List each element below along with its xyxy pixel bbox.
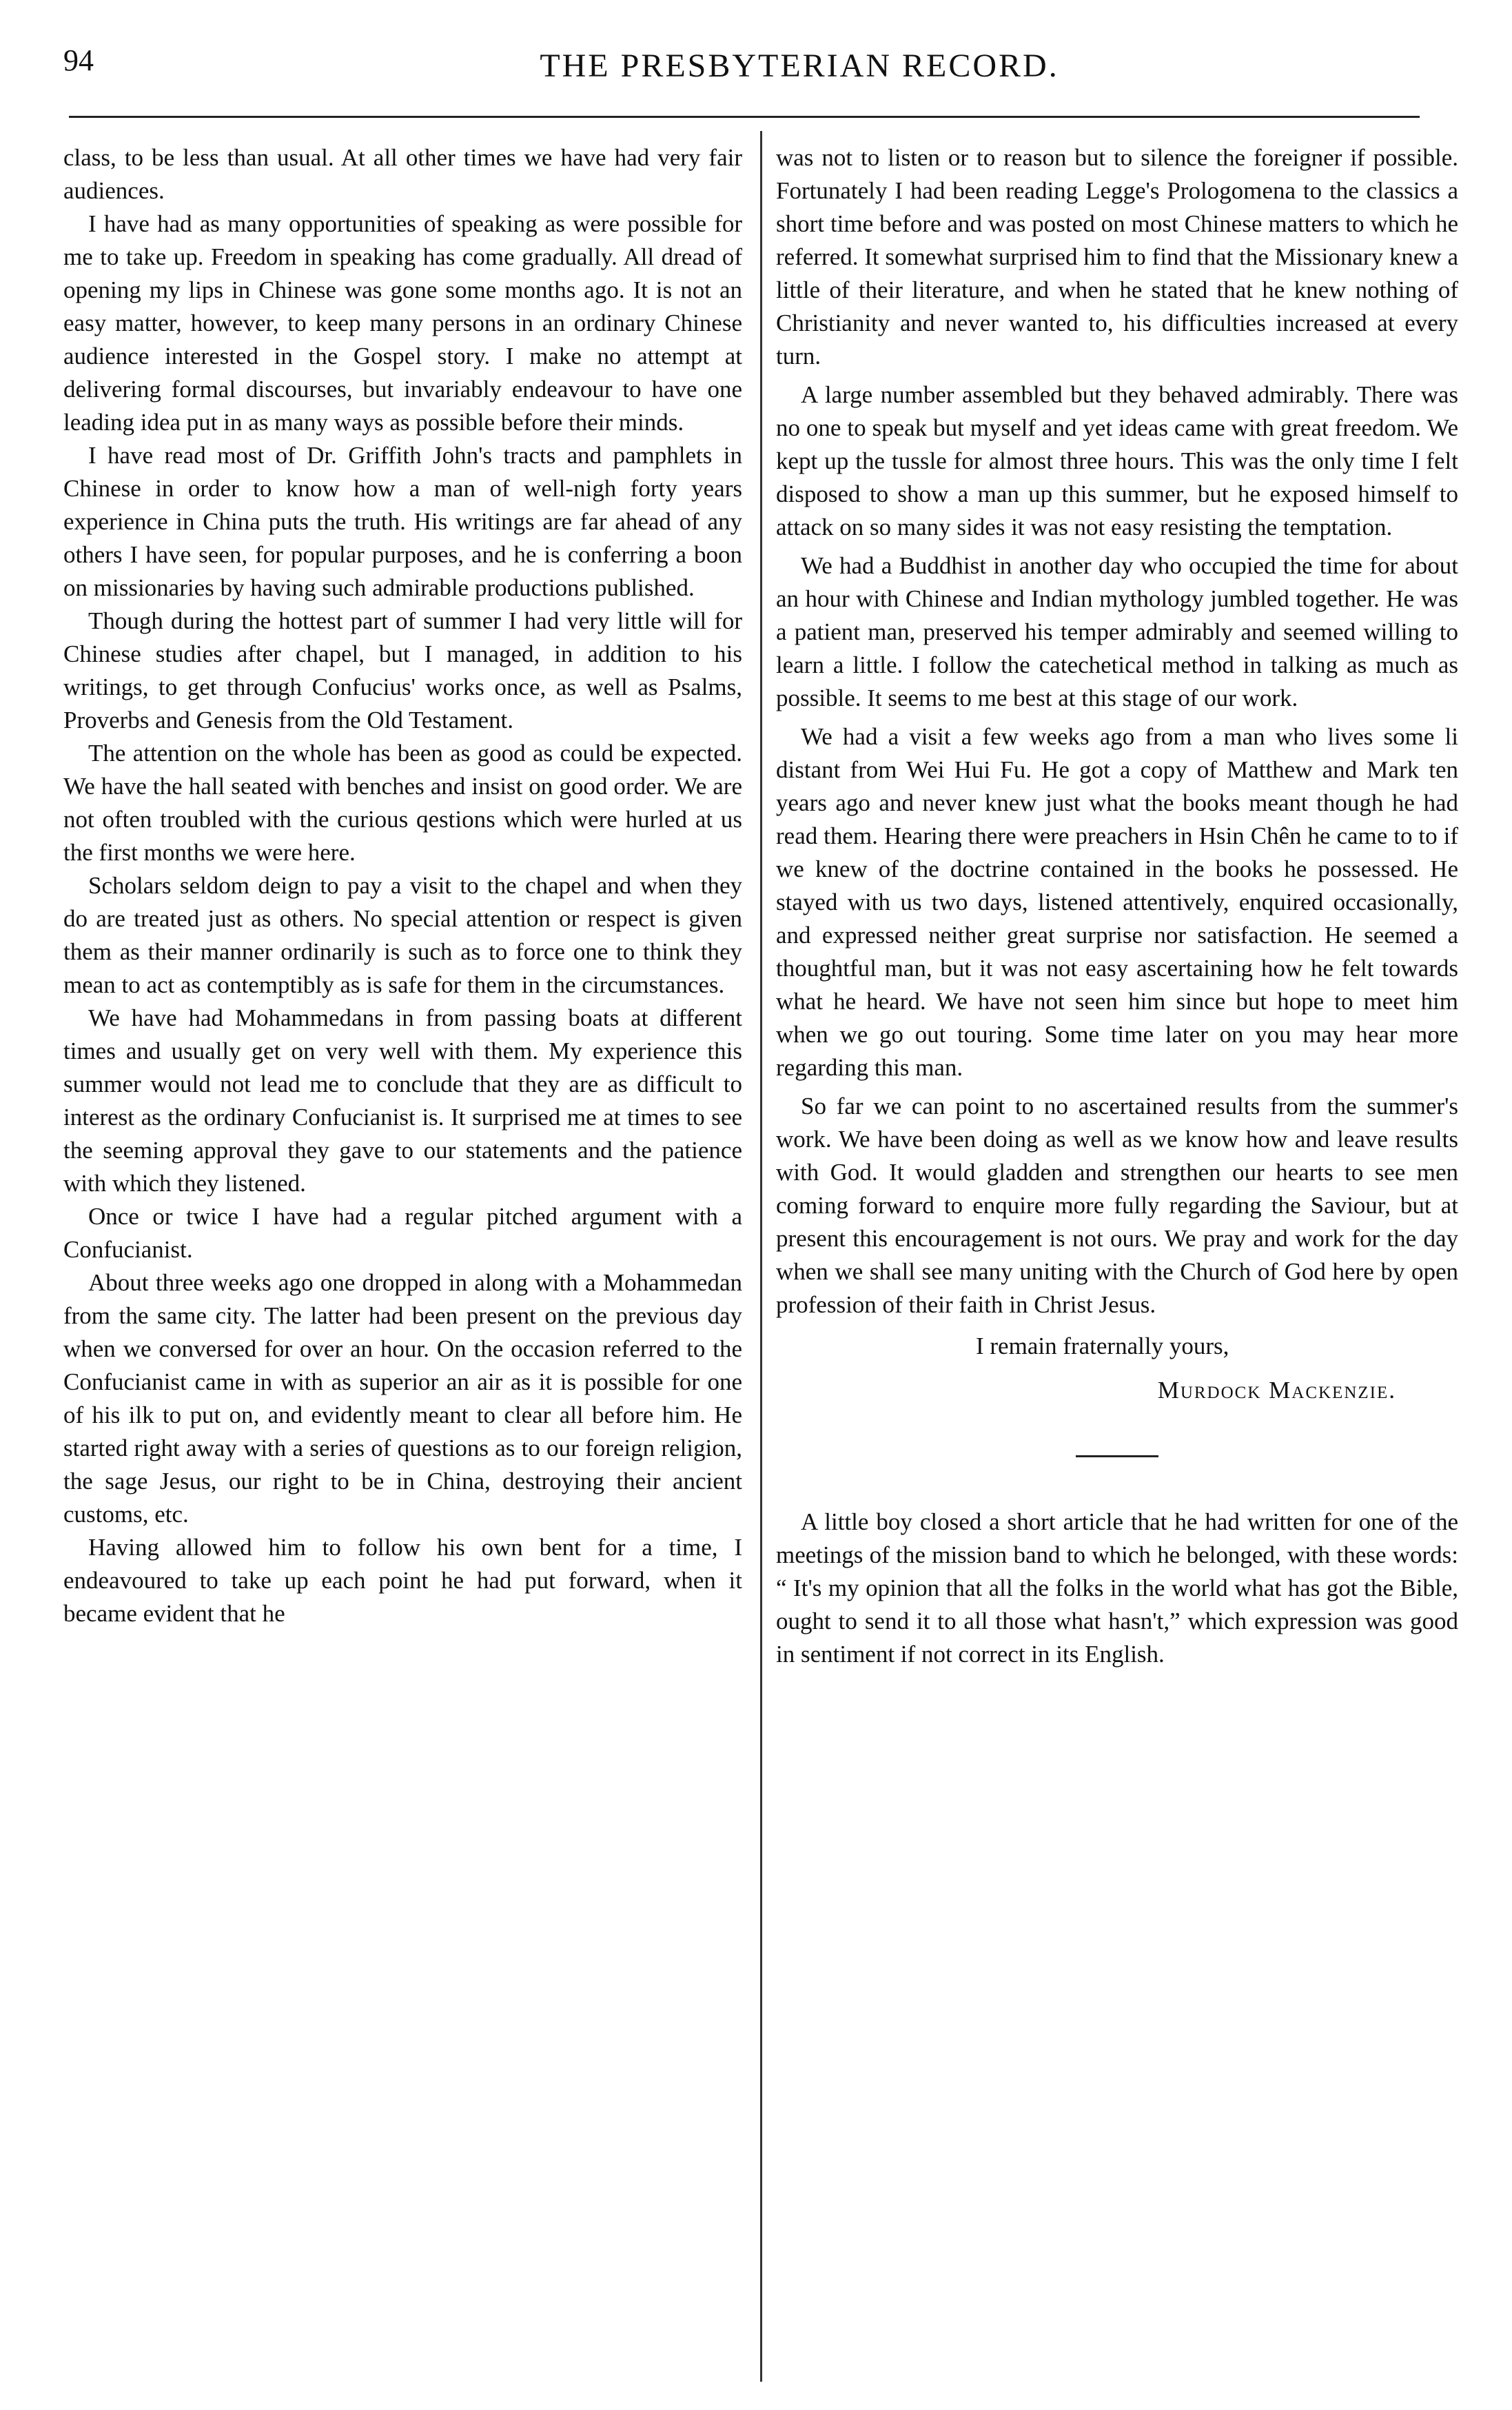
letter-closing: I remain fraternally yours, [976, 1333, 1229, 1359]
paragraph: We had a Buddhist in another day who occupied the time for about an hour with Chinese and Indian mythology jumbled together. He was a patient man, preserved his temper admirably and seemed willing to learn a little. I follow the catechetical method in talking as much as possible. It seems to me best at this stage of our work. [776, 552, 1458, 711]
column-divider [760, 131, 762, 2382]
paragraph: A large number assembled but they behaved admirably. There was no one to speak but myself and yet ideas came with great freedom. We kept up the tussle for almost three hours. This was the only time I felt disposed to show a man up this summer, but he exposed himself to attack on so many sides it was not easy resisting the temptation. [776, 381, 1458, 540]
paragraph: About three weeks ago one dropped in along with a Mohammedan from the same city. The latter had been present on the previous day when we conversed for over an hour. On the occasion referred to the Confucianist came in with as superior an air as it is possible for one of his ilk to put on, and evidently meant to clear all before him. He started right away with a series of questions as to our foreign religion, the sage Jesus, our right to be in China, destroying their ancient customs, etc. [63, 1269, 742, 1528]
section-rule [1076, 1455, 1158, 1457]
paragraph: was not to listen or to reason but to silence the foreigner if possible. Fortunately I had been reading Legge's Prologomena to the classics a short time before and was posted on most Chinese matters to which he referred. It somewhat surprised him to find that the Missionary knew a little of their literature, and when he stated that he knew nothing of Christianity and never wanted to, his difficulties increased at every turn. [776, 144, 1458, 369]
paragraph: We had a visit a few weeks ago from a man who lives some li distant from Wei Hui Fu. He got a copy of Matthew and Mark ten years ago and never knew just what the books meant though he had read them. Hearing there were preachers in Hsin Chên he came to to if we knew of the doctrine contained in the books he possessed. He stayed with us two days, listened attentively, enquired occasionally, and expressed neither great surprise nor satisfaction. He seemed a thoughtful man, but it was not easy ascertaining how he felt towards what he heard. We have not seen him since but hope to meet him when we go out touring. Some time later on you may hear more regarding this man. [776, 723, 1458, 1081]
header-rule [69, 116, 1420, 118]
paragraph: I have read most of Dr. Griffith John's tracts and pamphlets in Chinese in order to know how a man of well-nigh forty years experience in China puts the truth. His writings are far ahead of any others I have seen, for popular purposes, and he is conferring a boon on missionaries by having such admirable productions published. [63, 442, 742, 601]
page-number: 94 [63, 43, 94, 77]
paragraph: We have had Mohammedans in from passing boats at different times and usually get on very well with them. My experience this summer would not lead me to conclude that they are as difficult to interest as the ordinary Confucianist is. It surprised me at times to see the seeming approval they gave to our statements and the patience with which they listened. [63, 1004, 742, 1197]
paragraph: I have had as many opportunities of speaking as were possible for me to take up. Freedom in speaking has come gradually. All dread of opening my lips in Chinese was gone some months ago. It is not an easy matter, however, to keep many persons in an ordinary Chinese audience interested in the Gospel story. I make no attempt at delivering formal discourses, but invariably endeavour to have one leading idea put in as many ways as possible before their minds. [63, 210, 742, 436]
paragraph: Once or twice I have had a regular pitched argument with a Confucianist. [63, 1203, 742, 1263]
paragraph: So far we can point to no ascertained results from the summer's work. We have been doing as well as we know how and leave results with God. It would gladden and strengthen our hearts to see men coming forward to enquire more fully regarding the Saviour, but at present this encouragement is not ours. We pray and work for the day when we shall see many uniting with the Church of God here by open profession of their faith in Christ Jesus. [776, 1093, 1458, 1318]
paragraph: Having allowed him to follow his own bent for a time, I endeavoured to take up each point he had put forward, when it became evident that he [63, 1534, 742, 1627]
right-column [776, 141, 1458, 1671]
anecdote-paragraph: A little boy closed a short article that he had written for one of the meetings of the mission band to which he belonged, with these words: “ It's my opinion that all the folks in the world what has got the Bible, ought to send it to all those what hasn't,” which expression was good in sentiment if not correct in its English. [776, 1508, 1458, 1668]
paragraph: Scholars seldom deign to pay a visit to the chapel and when they do are treated just as others. No special attention or respect is given them as their manner ordinarily is such as to force one to think they mean to act as contemptibly as is safe for them in the circumstances. [63, 872, 742, 998]
left-column [63, 141, 742, 1630]
running-title: THE PRESBYTERIAN RECORD. [540, 48, 1059, 84]
paragraph: class, to be less than usual. At all other times we have had very fair audiences. [63, 144, 742, 204]
paragraph: The attention on the whole has been as good as could be expected. We have the hall seated with benches and insist on good order. We are not often troubled with the curious qestions which were hurled at us the first months we were here. [63, 740, 742, 866]
signature: Murdock Mackenzie. [1157, 1377, 1396, 1404]
paragraph: Though during the hottest part of summer I had very little will for Chinese studies after chapel, but I managed, in addition to his writings, to get through Confucius' works once, as well as Psalms, Proverbs and Genesis from the Old Testament. [63, 607, 742, 733]
